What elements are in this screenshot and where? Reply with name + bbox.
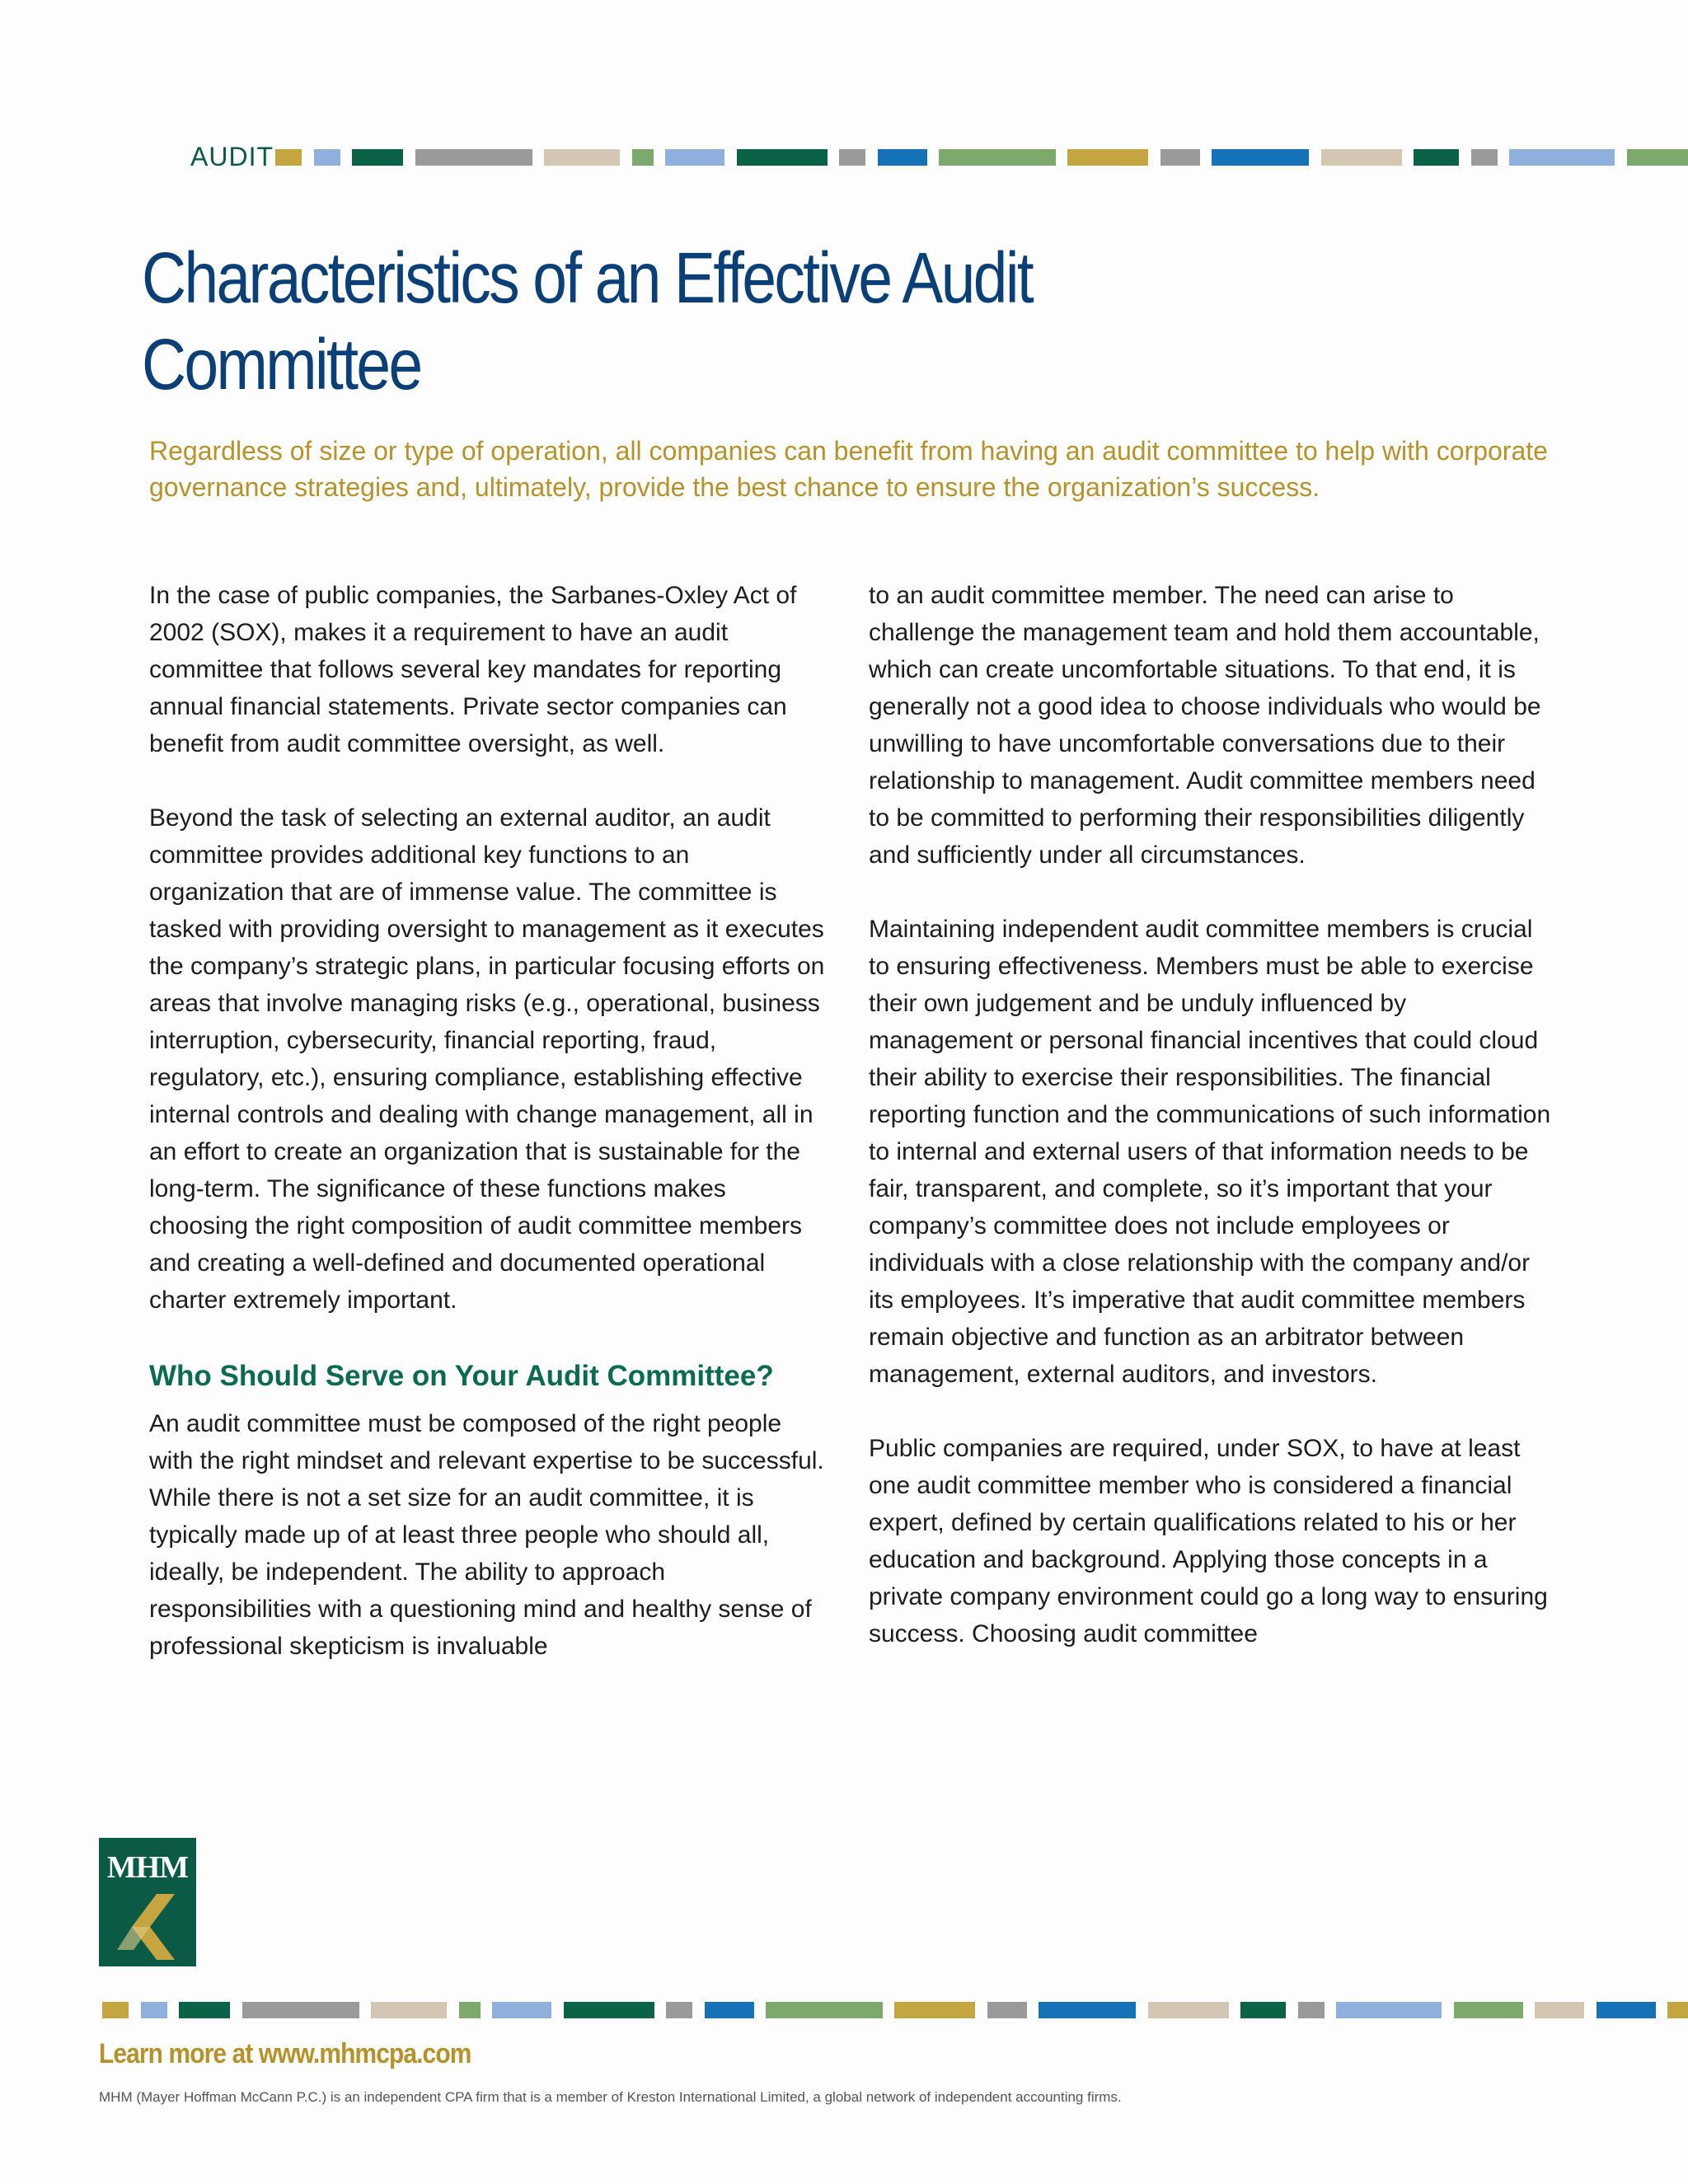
section-label: AUDIT: [190, 142, 274, 171]
paragraph: An audit committee must be composed of the right people with the right mindset and relevant expertise to be successful. While there is not a set size for an audit committee, it is typically made up of at least three people who should all, ideally, be independent. The ability to approach responsibilities with a questioning mind and healthy sense of professional skepticism is invaluable: [149, 1410, 824, 1660]
intro-text: Regardless of size or type of operation, all companies can benefit from having an audit committee to help with corporate governance strategies and, ultimately, provide the best chance to ensure the organization’s success.: [149, 436, 1548, 502]
learn-more-link[interactable]: Learn more at www.mhmcpa.com: [99, 2038, 471, 2069]
left-column: [149, 577, 829, 1702]
paragraph: Public companies are required, under SOX, to have at least one audit committee member who is considered a financial expert, defined by certain qualifications related to his or her education and background. Applying those concepts in a private company environment could go a long way to ensuring success. Choosing audit committee: [869, 1435, 1548, 1647]
chevron-logo-icon: [99, 1887, 196, 1966]
paragraph: Beyond the task of selecting an external auditor, an audit committee provides additional key functions to an organization that are of immense value. The committee is tasked with providing oversight to management as it executes the company’s strategic plans, in particular focusing efforts on areas that involve managing risks (e.g., operational, business interruption, cybersecurity, financial reporting, fraud, regulatory, etc.), ensuring compliance, establishing effective internal controls and dealing with change management, all in an effort to create an organization that is sustainable for the long-term. The significance of these functions makes choosing the right composition of audit committee members and creating a well-defined and documented operational charter extremely important.: [149, 804, 825, 1314]
logo-text: MHM: [106, 1850, 189, 1885]
mhm-logo: [99, 1838, 196, 1966]
right-column: [869, 577, 1553, 1690]
section-heading: Who Should Serve on Your Audit Committee?: [149, 1360, 774, 1392]
paragraph: In the case of public companies, the Sarbanes-Oxley Act of 2002 (SOX), makes it a requirement to have an audit committee that follows several key mandates for reporting annual financial statements. Private sector companies can benefit from audit committee oversight, as well.: [149, 582, 797, 757]
paragraph: Maintaining independent audit committee members is crucial to ensuring effectiveness. Members must be able to exercise their own judgement and be unduly influenced by management or personal financial incentives that could cloud their ability to exercise their responsibilities. The financial reporting function and the communications of such information to internal and external users of that information needs to be fair, transparent, and complete, so it’s important that your company’s committee does not include employees or individuals with a close relationship with the company and/or its employees. It’s imperative that audit committee members remain objective and function as an arbitrator between management, external auditors, and investors.: [869, 916, 1551, 1388]
bottom-color-strip: [0, 2002, 1688, 2018]
paragraph: to an audit committee member. The need can arise to challenge the management team and hold them accountable, which can create uncomfortable situations. To that end, it is generally not a good idea to choose individuals who would be unwilling to have uncomfortable conversations due to their relationship to management. Audit committee members need to be committed to performing their responsibilities diligently and sufficiently under all circumstances.: [869, 582, 1541, 869]
footer-disclaimer: MHM (Mayer Hoffman McCann P.C.) is an independent CPA firm that is a member of Kreston International Limited, a global network of independent accounting firms.: [99, 2089, 1122, 2105]
page-title: Characteristics of an Effective Audit Committee: [142, 238, 1033, 405]
